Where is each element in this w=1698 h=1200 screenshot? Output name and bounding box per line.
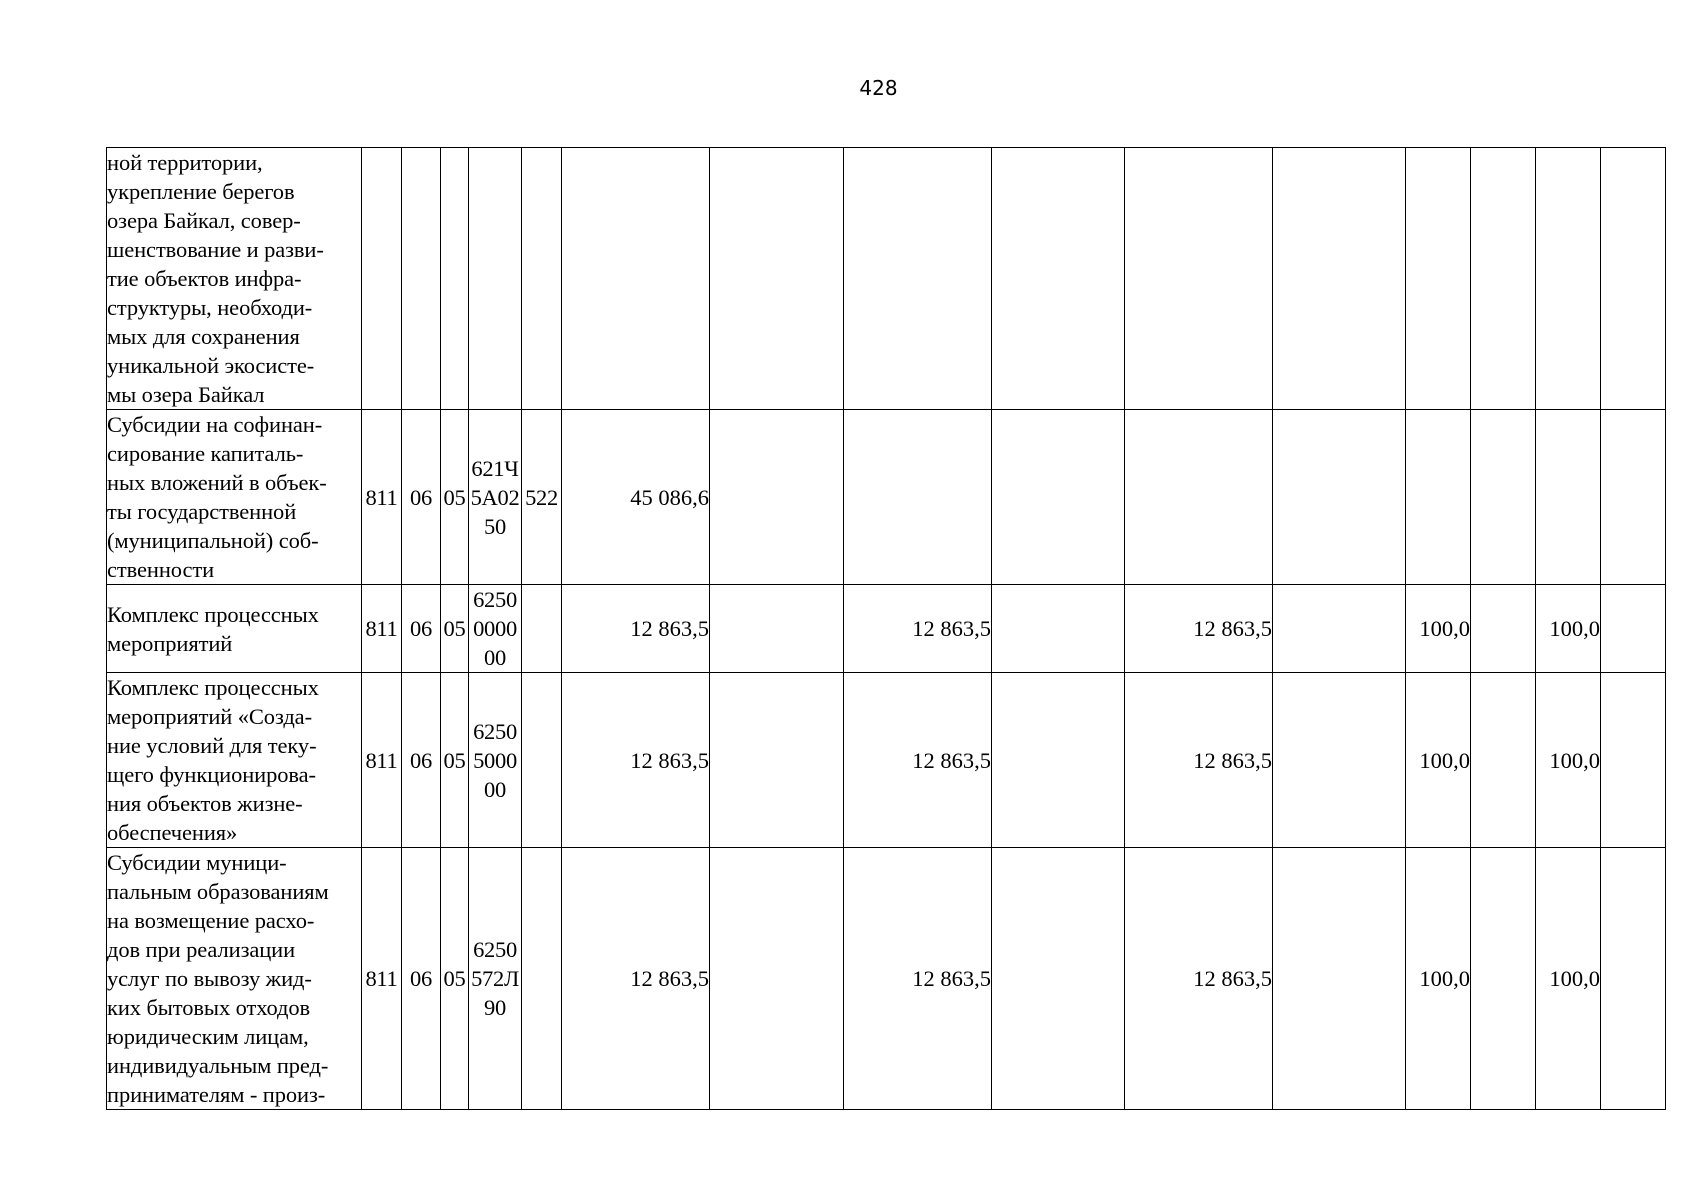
row-description bbox=[107, 148, 362, 410]
target-article-line: 572Л bbox=[471, 966, 519, 991]
description-line: мероприятий bbox=[107, 630, 233, 656]
description-line: дов при реализации bbox=[107, 937, 296, 962]
description-line: мы озера Байкал bbox=[107, 382, 265, 407]
grbs-code: 811 bbox=[362, 585, 402, 673]
target-article-code bbox=[469, 848, 522, 1110]
description-line: мых для сохранения bbox=[107, 324, 300, 349]
percent-cell bbox=[1601, 848, 1666, 1110]
description-line: на возмещение расхо- bbox=[107, 908, 315, 933]
percent-cell: 100,0 bbox=[1406, 585, 1471, 673]
amount-cell bbox=[844, 410, 992, 585]
description-line: пальным образованиям bbox=[107, 879, 329, 904]
section-code: 06 bbox=[402, 410, 441, 585]
row-description bbox=[107, 410, 362, 585]
subsection-code: 05 bbox=[441, 585, 469, 673]
percent-cell bbox=[1601, 585, 1666, 673]
amount-cell bbox=[1125, 148, 1273, 410]
amount-cell: 12 863,5 bbox=[562, 673, 710, 848]
section-code: 06 bbox=[402, 585, 441, 673]
percent-cell: 100,0 bbox=[1536, 585, 1601, 673]
description-line: структуры, необходи- bbox=[107, 295, 313, 320]
subsection-code: 05 bbox=[441, 848, 469, 1110]
description-line: ких бытовых отходов bbox=[107, 995, 311, 1020]
percent-cell: 100,0 bbox=[1406, 848, 1471, 1110]
percent-cell bbox=[1601, 148, 1666, 410]
amount-cell: 12 863,5 bbox=[1125, 673, 1273, 848]
percent-cell bbox=[1406, 410, 1471, 585]
description-line: шенствование и разви- bbox=[107, 237, 324, 262]
table-row bbox=[107, 410, 1666, 585]
grbs-code: 811 bbox=[362, 848, 402, 1110]
percent-cell bbox=[1471, 585, 1536, 673]
description-line: индивидуальным пред- bbox=[107, 1053, 329, 1078]
description-line: мероприятий «Созда- bbox=[107, 704, 312, 729]
percent-cell bbox=[1471, 673, 1536, 848]
row-description bbox=[107, 673, 362, 848]
amount-cell bbox=[710, 148, 844, 410]
section-code bbox=[402, 148, 441, 410]
target-article-line: 6250 bbox=[473, 937, 517, 962]
amount-cell bbox=[710, 848, 844, 1110]
percent-cell bbox=[1471, 410, 1536, 585]
grbs-code: 811 bbox=[362, 410, 402, 585]
table-row bbox=[107, 585, 1666, 673]
target-article-line: 90 bbox=[484, 995, 506, 1020]
percent-cell bbox=[1536, 148, 1601, 410]
description-line: (муниципальной) соб- bbox=[107, 528, 319, 553]
percent-cell bbox=[1536, 410, 1601, 585]
target-article-line: 621Ч bbox=[471, 455, 519, 481]
target-article-line: 0000 bbox=[473, 616, 517, 641]
expense-type-code bbox=[522, 673, 562, 848]
expense-type-code bbox=[522, 585, 562, 673]
amount-cell: 12 863,5 bbox=[844, 585, 992, 673]
amount-cell bbox=[992, 148, 1125, 410]
subsection-code: 05 bbox=[441, 673, 469, 848]
section-code: 06 bbox=[402, 673, 441, 848]
subsection-code: 05 bbox=[441, 410, 469, 585]
description-line: принимателям - произ- bbox=[107, 1082, 326, 1107]
amount-cell: 12 863,5 bbox=[562, 848, 710, 1110]
amount-cell: 12 863,5 bbox=[844, 673, 992, 848]
description-line: тие объектов инфра- bbox=[107, 266, 302, 291]
amount-cell bbox=[710, 410, 844, 585]
target-article-line: 00 bbox=[484, 645, 506, 670]
percent-cell bbox=[1601, 673, 1666, 848]
percent-cell bbox=[1471, 148, 1536, 410]
description-line: услуг по вывозу жид- bbox=[107, 966, 312, 991]
description-line: Комплекс процессных bbox=[107, 601, 319, 627]
amount-cell bbox=[1273, 848, 1406, 1110]
amount-cell: 12 863,5 bbox=[844, 848, 992, 1110]
row-description bbox=[107, 585, 362, 673]
description-line: сирование капиталь- bbox=[107, 441, 304, 466]
amount-cell bbox=[1273, 673, 1406, 848]
target-article-code bbox=[469, 673, 522, 848]
amount-cell bbox=[992, 848, 1125, 1110]
percent-cell bbox=[1601, 410, 1666, 585]
amount-cell bbox=[562, 148, 710, 410]
target-article-line: 50 bbox=[484, 513, 506, 539]
description-line: юридическим лицам, bbox=[107, 1024, 309, 1049]
section-code: 06 bbox=[402, 848, 441, 1110]
table-row bbox=[107, 673, 1666, 848]
amount-cell bbox=[710, 585, 844, 673]
amount-cell bbox=[992, 585, 1125, 673]
amount-cell: 45 086,6 bbox=[562, 410, 710, 585]
amount-cell bbox=[1273, 585, 1406, 673]
amount-cell: 12 863,5 bbox=[562, 585, 710, 673]
description-line: укрепление берегов bbox=[107, 179, 295, 204]
amount-cell: 12 863,5 bbox=[1125, 585, 1273, 673]
percent-cell bbox=[1471, 848, 1536, 1110]
amount-cell bbox=[710, 673, 844, 848]
description-line: ты государственной bbox=[107, 499, 297, 524]
amount-cell bbox=[992, 673, 1125, 848]
target-article-line: 6250 bbox=[473, 718, 517, 744]
target-article-line: 6250 bbox=[473, 587, 517, 612]
description-line: ной территории, bbox=[107, 150, 263, 175]
expense-type-code bbox=[522, 148, 562, 410]
subsection-code bbox=[441, 148, 469, 410]
target-article-line: 5А02 bbox=[470, 484, 520, 510]
description-line: озера Байкал, совер- bbox=[107, 208, 301, 233]
percent-cell: 100,0 bbox=[1536, 848, 1601, 1110]
budget-table bbox=[106, 147, 1666, 1110]
amount-cell bbox=[1273, 148, 1406, 410]
target-article-line: 5000 bbox=[473, 747, 517, 773]
percent-cell: 100,0 bbox=[1536, 673, 1601, 848]
percent-cell bbox=[1406, 148, 1471, 410]
description-line: обеспечения» bbox=[107, 820, 238, 845]
amount-cell bbox=[992, 410, 1125, 585]
grbs-code bbox=[362, 148, 402, 410]
percent-cell: 100,0 bbox=[1406, 673, 1471, 848]
description-line: ственности bbox=[107, 557, 215, 582]
target-article-code bbox=[469, 148, 522, 410]
target-article-code bbox=[469, 585, 522, 673]
table-row bbox=[107, 148, 1666, 410]
row-description bbox=[107, 848, 362, 1110]
grbs-code: 811 bbox=[362, 673, 402, 848]
target-article-code bbox=[469, 410, 522, 585]
description-line: Комплекс процессных bbox=[107, 675, 319, 700]
description-line: ние условий для теку- bbox=[107, 733, 317, 758]
expense-type-code: 522 bbox=[522, 410, 562, 585]
amount-cell bbox=[1273, 410, 1406, 585]
description-line: ных вложений в объек- bbox=[107, 470, 327, 495]
expense-type-code bbox=[522, 848, 562, 1110]
description-line: Субсидии муници- bbox=[107, 850, 287, 875]
amount-cell: 12 863,5 bbox=[1125, 848, 1273, 1110]
page-number: 428 bbox=[859, 76, 898, 100]
target-article-line: 00 bbox=[484, 776, 506, 802]
amount-cell bbox=[1125, 410, 1273, 585]
description-line: уникальной экосисте- bbox=[107, 353, 315, 378]
description-line: щего функционирова- bbox=[107, 762, 316, 787]
amount-cell bbox=[844, 148, 992, 410]
description-line: ния объектов жизне- bbox=[107, 791, 303, 816]
description-line: Субсидии на софинан- bbox=[107, 412, 323, 437]
table-row bbox=[107, 848, 1666, 1110]
